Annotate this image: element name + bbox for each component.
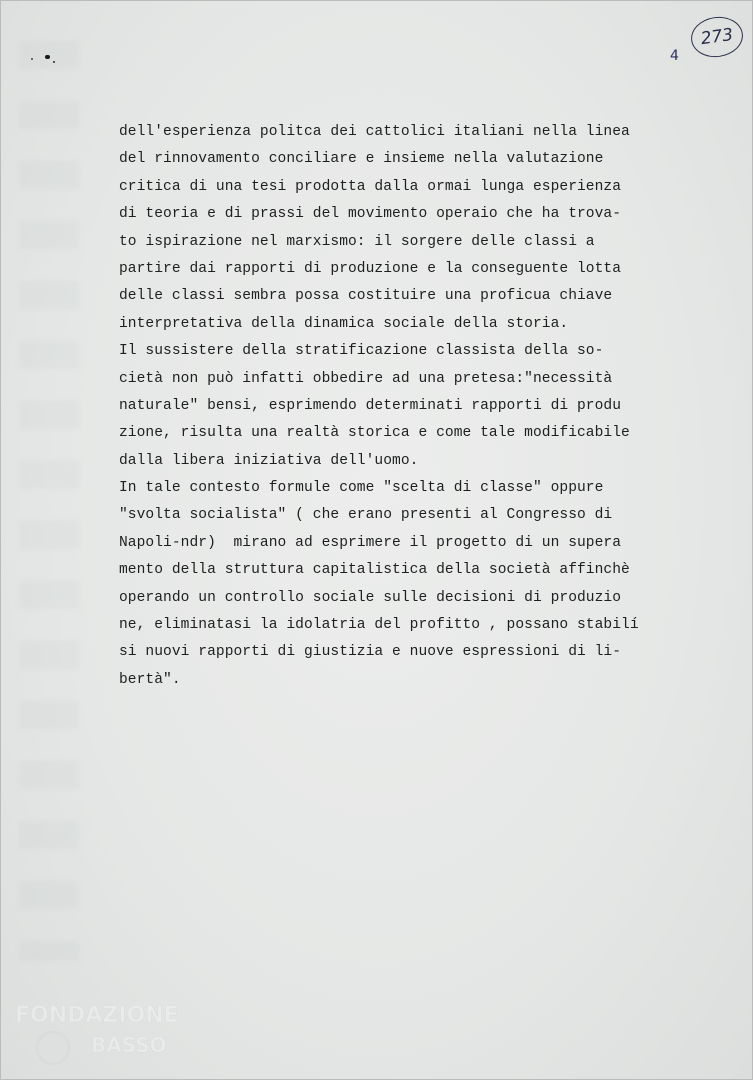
text-line: si nuovi rapporti di giustizia e nuove espressioni di li-	[119, 644, 622, 661]
text-line: dell'esperienza politca dei cattolici italiani nella linea	[119, 124, 630, 140]
text-line: dalla libera iniziativa dell'uomo.	[119, 452, 419, 469]
ink-speck	[31, 58, 33, 60]
archive-stamp-number	[688, 14, 745, 61]
text-line: delle classi sembra possa costituire una proficua chiave	[119, 288, 613, 305]
foundation-watermark-logo	[13, 996, 213, 1066]
text-line: del rinnovamento conciliare e insieme nella valutazione	[119, 151, 604, 168]
text-line: bertà".	[119, 671, 181, 688]
text-line: mento della struttura capitalistica della società affinchè	[119, 562, 630, 579]
handwritten-page-number: 4	[670, 48, 679, 64]
ink-speck	[45, 55, 50, 59]
text-line: cietà non può infatti obbedire ad una pretesa:"necessità	[119, 370, 613, 387]
text-line: ne, eliminatasi la idolatria del profitto , possano stabilí	[119, 617, 639, 634]
archive-stamp-number-text: 273	[699, 24, 735, 50]
text-line: zione, risulta una realtà storica e come tale modificabile	[119, 425, 630, 442]
text-line: "svolta socialista" ( che erano presenti al Congresso di	[119, 507, 613, 524]
ink-speck	[53, 61, 55, 63]
text-line: Il sussistere della stratificazione classista della so-	[119, 343, 604, 360]
bleed-through-marks	[19, 41, 79, 961]
watermark-line-2: BASSO	[91, 1033, 167, 1057]
text-line: interpretativa della dinamica sociale della storia.	[119, 315, 569, 332]
text-line: naturale" bensi, esprimendo determinati rapporti di produ	[119, 397, 622, 414]
text-line: operando un controllo sociale sulle decisioni di produzio	[119, 589, 622, 606]
text-line: In tale contesto formule come "scelta di classe" oppure	[119, 480, 604, 497]
text-line: Napoli-ndr) mirano ad esprimere il progetto di un supera	[119, 534, 622, 551]
text-line: critica di una tesi prodotta dalla ormai lunga esperienza	[119, 178, 622, 195]
text-line: partire dai rapporti di produzione e la conseguente lotta	[119, 260, 622, 277]
text-line: di teoria e di prassi del movimento operaio che ha trova-	[119, 206, 622, 223]
watermark-line-1: FONDAZIONE	[15, 1003, 179, 1028]
text-line: to ispirazione nel marxismo: il sorgere delle classi a	[119, 233, 595, 250]
typed-body-text	[119, 119, 679, 694]
